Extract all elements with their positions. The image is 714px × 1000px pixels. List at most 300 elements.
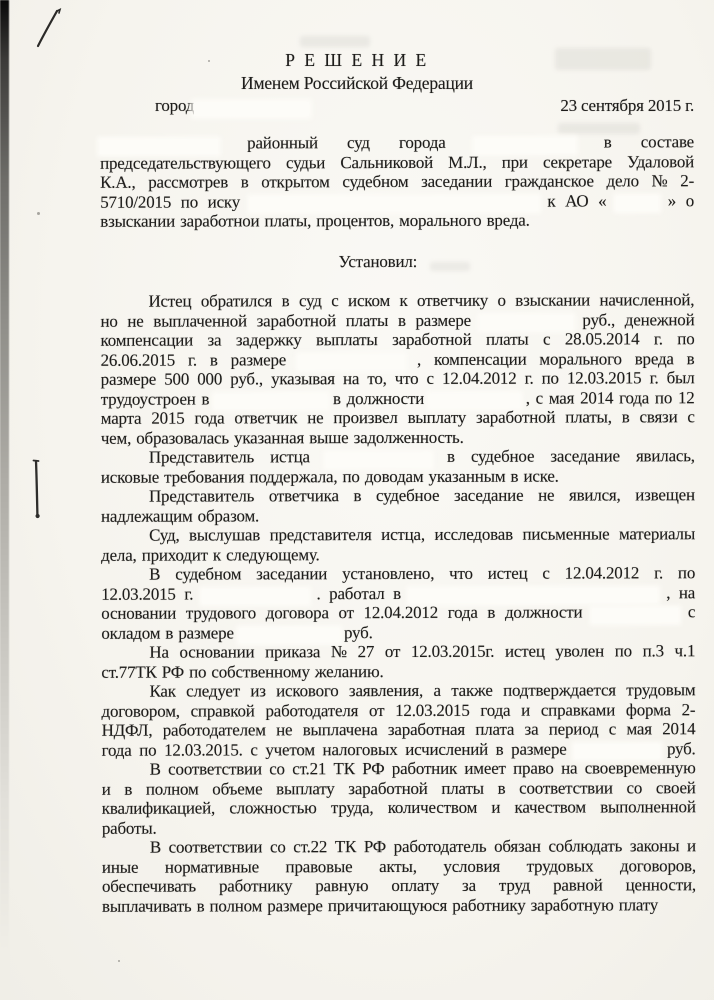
- word: о: [685, 190, 695, 210]
- word: Удаловой: [627, 151, 695, 171]
- word: Представитель: [148, 486, 255, 506]
- redaction-box: [592, 608, 678, 622]
- word: 28.05.2014: [564, 329, 640, 349]
- word: в: [621, 407, 630, 427]
- word: по: [654, 387, 673, 407]
- word: руб.,: [582, 309, 616, 330]
- word: к: [547, 191, 556, 211]
- word: подтверждается: [503, 680, 616, 700]
- word: с: [542, 563, 550, 583]
- word: ответчику: [416, 290, 489, 310]
- city-date-line: [100, 96, 694, 116]
- word: законы: [629, 836, 680, 856]
- word: объеме: [212, 778, 263, 798]
- word: требования: [164, 466, 245, 487]
- word: указывая: [271, 369, 335, 389]
- text-line: [102, 797, 696, 818]
- redaction-box: [202, 589, 308, 603]
- text-line: [102, 778, 696, 799]
- word: года: [194, 408, 225, 428]
- word: РФ: [362, 759, 385, 779]
- word: на: [678, 582, 696, 602]
- text-line: [101, 329, 695, 350]
- word: желанию.: [314, 661, 384, 681]
- word: трудового: [185, 603, 257, 623]
- word: соблюдать: [548, 836, 623, 856]
- word: задолженность.: [353, 427, 464, 447]
- text-line: [101, 583, 695, 604]
- word: к: [212, 544, 222, 564]
- word: обратился: [200, 291, 273, 311]
- word: мая: [626, 719, 652, 739]
- word: работал: [329, 583, 385, 603]
- word: следует: [186, 681, 241, 701]
- word: основании: [179, 642, 255, 662]
- word: в: [497, 778, 506, 798]
- pen-tick-mark-icon: [28, 455, 46, 525]
- word: г.: [653, 329, 663, 349]
- word: года: [480, 700, 511, 720]
- word: указанным: [428, 466, 506, 486]
- word: РФ: [161, 662, 185, 682]
- redaction-box: [299, 355, 404, 369]
- word: руб.: [666, 738, 696, 758]
- word: марта: [100, 408, 142, 428]
- word: судьи: [285, 152, 326, 172]
- word: и: [521, 700, 531, 720]
- text-line: [102, 895, 696, 916]
- word: поддержала,: [249, 466, 338, 486]
- text-line: [101, 485, 695, 506]
- word: договором,: [101, 701, 180, 721]
- text-line: [100, 290, 694, 311]
- word: »: [667, 190, 677, 210]
- word: ответчика: [268, 486, 339, 506]
- word: истец: [504, 641, 545, 661]
- word: условия: [443, 856, 500, 876]
- word: размере: [230, 349, 287, 369]
- word: с: [250, 739, 258, 759]
- word: 26.06.2015: [100, 350, 176, 370]
- word: к: [399, 290, 408, 310]
- word: извещен: [635, 485, 695, 505]
- word: в: [487, 602, 496, 622]
- word: ст.77ТК: [101, 662, 157, 682]
- word: компенсации: [433, 349, 527, 369]
- word: сложностью: [229, 798, 317, 818]
- redaction-box: [475, 138, 575, 152]
- word: начисленной,: [599, 290, 695, 310]
- word: соответствии: [168, 837, 263, 857]
- word: налоговых: [322, 739, 398, 759]
- city-label: город: [155, 96, 195, 115]
- word: равную: [315, 876, 369, 896]
- word: 2014: [580, 387, 614, 408]
- word: полном: [145, 779, 199, 799]
- word: города: [398, 132, 446, 152]
- word: Суд,: [149, 525, 180, 545]
- word: основании: [101, 603, 177, 623]
- word: .: [316, 583, 321, 603]
- word: со: [269, 837, 286, 857]
- word: справками: [540, 699, 616, 720]
- word: не: [276, 720, 293, 740]
- word: соответствии: [168, 759, 262, 779]
- word: дело: [606, 171, 639, 191]
- word: истец: [487, 563, 528, 583]
- word: Истец: [148, 291, 192, 311]
- text-line: [100, 132, 694, 153]
- word: платы: [441, 778, 484, 798]
- word: на: [342, 369, 360, 389]
- text-line: [101, 544, 695, 565]
- word: с: [426, 368, 434, 388]
- word: работодателя: [265, 700, 359, 720]
- redaction-box: [250, 197, 538, 212]
- word: №: [330, 642, 347, 662]
- word: платы: [345, 310, 389, 330]
- word: 12.03.2015: [566, 368, 642, 388]
- word: форма: [625, 699, 671, 719]
- scan-speck: [118, 960, 120, 962]
- word: выплаты: [315, 330, 378, 350]
- word: иском: [348, 291, 391, 311]
- word: плата: [475, 719, 515, 739]
- text-line: [101, 446, 695, 467]
- word: размере: [100, 369, 157, 389]
- word: 5710/2015: [100, 192, 172, 212]
- document-title: Р Е Ш Е Н И Е: [285, 50, 429, 70]
- word: явился,: [568, 485, 621, 505]
- word: 12.03.2015: [395, 700, 470, 720]
- word: за: [524, 719, 539, 739]
- word: акты,: [379, 856, 417, 876]
- redaction-box: [215, 394, 327, 408]
- word: г.: [524, 368, 534, 388]
- word: размере: [511, 739, 567, 759]
- word: компенсации: [100, 330, 194, 350]
- word: заседании: [256, 564, 328, 584]
- word: на: [561, 758, 578, 778]
- word: секретаре: [542, 151, 613, 172]
- word: труда,: [330, 798, 374, 818]
- word: районный: [247, 133, 318, 153]
- word: г.: [188, 350, 197, 370]
- word: договоров,: [620, 855, 696, 875]
- word: о: [497, 290, 506, 310]
- word: 12: [677, 387, 695, 407]
- decision-date: 23 сентября 2015 г.: [560, 96, 694, 115]
- word: №: [651, 171, 668, 191]
- word: рассмотрев: [148, 172, 229, 192]
- text-line: [101, 407, 695, 428]
- word: труд: [498, 875, 531, 895]
- word: Представитель: [148, 447, 255, 467]
- word: в: [124, 779, 133, 799]
- text-line: [102, 739, 696, 760]
- word: должности: [346, 388, 425, 408]
- word: взыскании: [515, 290, 591, 310]
- word: в: [165, 623, 174, 643]
- word: период: [548, 719, 599, 739]
- document-body: [100, 132, 696, 916]
- word: в: [446, 446, 455, 466]
- word: от: [338, 603, 354, 623]
- word: не: [538, 485, 555, 505]
- word: что: [394, 368, 419, 389]
- word: платы,: [264, 211, 312, 231]
- word: трудовым: [626, 680, 696, 700]
- redaction-box: [239, 628, 339, 642]
- word: по: [677, 563, 696, 583]
- word: г.: [184, 584, 194, 604]
- text-line: [101, 388, 695, 409]
- text-line: [101, 466, 695, 487]
- word: Установил:: [338, 251, 418, 271]
- word: 12.03.2015: [101, 584, 176, 604]
- word: в: [281, 291, 290, 311]
- word: в: [332, 388, 341, 408]
- word: и: [491, 797, 501, 817]
- text-line: [101, 700, 695, 721]
- word: со: [269, 759, 285, 779]
- word: заработной: [256, 310, 337, 330]
- word: в: [686, 348, 695, 368]
- word: образовалась: [136, 427, 229, 448]
- word: заработной: [392, 329, 472, 350]
- redaction-box: [194, 102, 309, 116]
- word: п.3: [642, 641, 664, 661]
- word: года: [619, 387, 650, 407]
- word: в: [353, 486, 362, 506]
- redaction-box: [481, 316, 573, 330]
- word: 12.04.2012: [564, 563, 640, 583]
- word: правовые: [285, 856, 353, 876]
- text-line: [101, 505, 695, 526]
- word: и: [686, 836, 696, 856]
- word: иске.: [523, 466, 559, 486]
- word: исчислений: [405, 739, 489, 759]
- word: суд: [298, 291, 322, 311]
- word: собственному: [211, 661, 310, 681]
- redaction-box: [574, 744, 659, 758]
- erased-stamp-ghost: [300, 36, 370, 47]
- word: выплату: [407, 407, 467, 427]
- word: искового: [276, 681, 339, 701]
- word: ст.21: [292, 759, 327, 779]
- word: качеством: [514, 797, 586, 817]
- word: истца,: [381, 524, 425, 545]
- text-line: [101, 349, 695, 370]
- word: также: [451, 680, 493, 700]
- word: с: [542, 329, 551, 349]
- word: имеет: [464, 758, 506, 778]
- word: со: [626, 777, 643, 797]
- word: надлежащим: [100, 506, 193, 526]
- word: заработной: [475, 407, 556, 427]
- word: НДФЛ,: [101, 720, 153, 740]
- word: морального: [539, 348, 622, 369]
- word: денежной: [624, 309, 695, 329]
- word: процентов,: [316, 211, 395, 231]
- word: по: [180, 192, 199, 212]
- word: приказа: [265, 642, 321, 662]
- word: выплаченной: [153, 310, 247, 331]
- word: должности: [504, 602, 583, 622]
- text-line: [102, 836, 696, 857]
- word: выплачена: [302, 720, 378, 740]
- document-subtitle: Именем Российской Федерации: [241, 73, 473, 93]
- word: 2-: [681, 699, 696, 719]
- word: выполненной: [600, 797, 696, 817]
- redaction-box: [100, 139, 218, 153]
- word: приходит: [141, 544, 208, 565]
- word: 12.03.2015.: [164, 739, 243, 760]
- word: вреда.: [486, 210, 530, 230]
- word: письменные: [522, 524, 610, 544]
- text-line: [102, 719, 696, 740]
- text-line: [101, 368, 695, 389]
- text-line: [102, 875, 696, 896]
- word: соответствии: [519, 777, 613, 798]
- scan-speck: [37, 212, 40, 215]
- text-line: [101, 563, 695, 584]
- word: обязан: [494, 836, 541, 856]
- word: в: [393, 583, 401, 603]
- word: К.А.,: [100, 172, 136, 192]
- text-line: [102, 856, 696, 877]
- word: за: [462, 875, 476, 895]
- word: ценности,: [625, 875, 696, 895]
- word: по: [541, 368, 559, 388]
- word: материалы: [618, 524, 696, 544]
- word: от: [369, 700, 385, 720]
- word: выплату: [276, 778, 335, 798]
- word: а: [433, 680, 441, 700]
- word: дела,: [101, 545, 137, 565]
- word: доводам: [364, 466, 424, 486]
- word: в: [603, 132, 612, 152]
- word: с: [687, 407, 695, 427]
- word: г.: [654, 563, 664, 583]
- word: по: [677, 329, 695, 349]
- word: взыскании: [100, 211, 176, 231]
- word: от: [384, 641, 401, 662]
- word: причитающуюся: [327, 895, 448, 915]
- text-line: [100, 171, 694, 192]
- text-line: [101, 602, 695, 623]
- word: право: [513, 758, 554, 778]
- word: полном: [209, 895, 263, 915]
- word: РФ: [363, 837, 387, 857]
- word: по: [139, 740, 157, 760]
- word: гражданское: [504, 171, 594, 191]
- word: М.Л.,: [448, 152, 487, 172]
- word: размере: [267, 895, 323, 915]
- word: договора: [265, 603, 329, 623]
- word: был: [666, 368, 695, 388]
- word: уволен: [555, 641, 605, 661]
- word: окладом: [101, 623, 161, 643]
- word: задержку: [235, 330, 302, 350]
- word: равной: [553, 875, 603, 895]
- word: 12.04.2012: [441, 368, 517, 388]
- word: не: [127, 311, 144, 331]
- word: оплату: [391, 875, 440, 896]
- word: в: [397, 310, 406, 330]
- word: по: [342, 466, 360, 486]
- word: ,: [666, 582, 671, 602]
- text-line: [102, 817, 696, 838]
- word: размере: [178, 622, 234, 643]
- word: АО: [565, 190, 589, 211]
- word: 2014: [662, 719, 696, 739]
- scanner-edge-shadow: [0, 0, 9, 1000]
- word: своей: [655, 777, 696, 797]
- word: установлено,: [342, 563, 435, 584]
- word: 000: [197, 369, 223, 389]
- word: руб.: [343, 622, 373, 642]
- word: заработную: [530, 894, 614, 915]
- word: заработной: [348, 778, 428, 798]
- pen-slash-mark-icon: [28, 4, 72, 56]
- word: размере: [415, 310, 471, 330]
- text-line: [101, 427, 695, 448]
- word: за: [207, 330, 222, 350]
- word: судебном: [175, 564, 242, 584]
- word: мая: [548, 388, 575, 408]
- text-line: [101, 622, 695, 643]
- text-line: [101, 661, 695, 682]
- word: квалификацией,: [101, 798, 216, 818]
- word: 12.04.2012: [363, 602, 439, 623]
- word: связи: [639, 407, 678, 427]
- word: Как: [149, 681, 176, 701]
- word: иные: [101, 857, 139, 877]
- word: работник: [391, 758, 458, 779]
- word: в: [201, 388, 210, 409]
- word: нормативные: [164, 856, 259, 877]
- word: в: [495, 739, 504, 759]
- redaction-box: [430, 394, 520, 408]
- redaction-box: [616, 196, 658, 210]
- word: не: [307, 408, 324, 428]
- redaction-box: [326, 452, 431, 466]
- word: платы: [485, 329, 529, 349]
- word: выслушав: [188, 525, 261, 545]
- word: исследовав: [434, 524, 513, 544]
- text-line: [100, 191, 694, 212]
- text-line: [101, 524, 695, 545]
- word: открытом: [261, 172, 330, 192]
- word: но: [100, 311, 118, 331]
- word: с: [687, 602, 696, 622]
- word: количеством: [387, 797, 478, 818]
- word: Сальниковой: [340, 152, 434, 172]
- word: суд: [347, 133, 370, 153]
- word: вреда: [634, 348, 674, 368]
- word: выше: [309, 427, 349, 447]
- word: ст.22: [293, 837, 328, 857]
- word: заседании: [421, 171, 493, 191]
- word: своевременную: [584, 758, 696, 778]
- word: года: [101, 740, 132, 760]
- word: явилась,: [635, 446, 695, 466]
- text-line: [102, 758, 696, 779]
- word: в: [240, 172, 249, 192]
- text-line: [100, 152, 694, 173]
- word: составе: [640, 132, 695, 152]
